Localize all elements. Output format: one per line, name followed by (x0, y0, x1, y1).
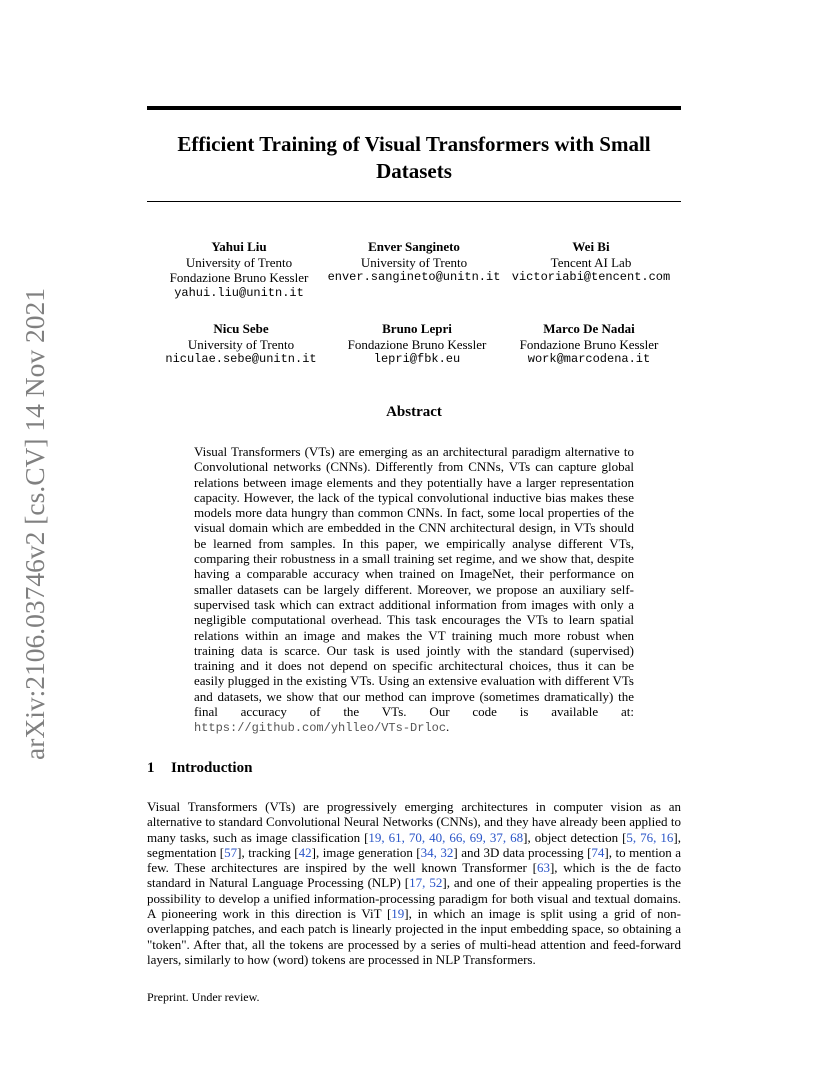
intro-paragraph (147, 799, 681, 967)
author-affiliation: University of Trento (360, 254, 468, 270)
author-name: Enver Sangineto (368, 239, 460, 254)
citation-link[interactable]: 19 (391, 906, 405, 922)
author-email: enver.sangineto@unitn.it (327, 270, 501, 284)
title-top-rule (147, 106, 681, 110)
citation-link[interactable]: 5, 76, 16 (626, 829, 674, 845)
author-block (489, 321, 689, 368)
section-heading (147, 760, 252, 777)
author-email: lepri@fbk.eu (373, 352, 461, 366)
author-name: Yahui Liu (211, 239, 267, 254)
intro-text: ], to mention a few. These architectures are inspired by the well known Transformer [ (147, 844, 681, 876)
title-bottom-rule (147, 201, 681, 202)
author-name: Wei Bi (572, 239, 610, 254)
abstract-end: . (446, 719, 450, 735)
author-name: Marco De Nadai (543, 321, 635, 336)
citation-link[interactable]: 57 (224, 844, 238, 860)
arxiv-identifier: arXiv:2106.03746v2 [cs.CV] 14 Nov 2021 (19, 287, 50, 760)
author-affiliation: Fondazione Bruno Kessler (519, 336, 659, 352)
abstract-heading: Abstract (386, 404, 442, 420)
intro-text: ], object detection [ (523, 829, 627, 845)
section-title: Introduction (171, 760, 253, 776)
citation-link[interactable]: 19, 61, 70, 40, 66, 69, 37, 68 (368, 829, 524, 845)
author-email: yahui.liu@unitn.it (174, 285, 304, 300)
footer-note: Preprint. Under review. (147, 990, 260, 1004)
author-block (496, 239, 686, 286)
author-affiliation: Tencent AI Lab (550, 254, 632, 270)
author-affiliation: Fondazione Bruno Kessler (347, 336, 487, 352)
author-block (141, 321, 341, 368)
citation-link[interactable]: 63 (536, 860, 550, 876)
author-email: work@marcodena.it (527, 352, 651, 366)
intro-text: ], image generation [ (311, 844, 421, 860)
intro-text: Visual Transformers (VTs) are progressively emerging architectures in computer vision as an alternative to standard Convolutional Neural Networks (CNNs), and they have already been applied to many tasks, such as image classification [ (147, 799, 681, 845)
citation-link[interactable]: 34, 32 (420, 844, 454, 860)
author-email: victoriabi@tencent.com (511, 270, 671, 284)
intro-text: ], segmentation [ (147, 829, 681, 860)
author-email: niculae.sebe@unitn.it (165, 352, 317, 366)
author-affiliation: University of Trento (185, 254, 293, 270)
abstract-body: Visual Transformers (VTs) are emerging as an architectural paradigm alternative to Convolutional networks (CNNs). Differently from CNNs, VTs can capture global relations between image elements and they potentially have a larger representation capacity. However, the lack of the typical convolutional inductive bias makes these models more data hungry than common CNNs. In fact, some local properties of the visual domain which are embedded in the CNN architectural design, in VTs should be learned from samples. In this paper, we empirically analyse different VTs, comparing their robustness in a small training set regime, and we show that, despite having a comparable accuracy when trained on ImageNet, their performance on smaller datasets can be largely different. Moreover, we propose an auxiliary self-supervised task which can extract additional information from images with only a negligible computational overhead. This task encourages the VTs to learn spatial relations within an image and makes the VT training much more robust when training data is scarce. Our task is used jointly with the standard (supervised) training and it does not depend on specific architectural choices, thus it can be easily plugged in the existing VTs. Using an extensive evaluation with different VTs and datasets, we show that our method can improve (sometimes dramatically) the final accuracy of the VTs. Our code is available at: (194, 444, 634, 720)
author-block (317, 321, 517, 368)
intro-text: ], in which an image is split using a grid of non-overlapping patches, and each patch is linearly projected in the input embedding space, so obtaining a "token". After that, all the tokens are processed by a series of multi-head attention and feed-forward layers, similarly to how (word) tokens are processed in NLP Transformers. (147, 906, 681, 967)
intro-text: ], and one of their appealing properties is the possibility to develop a unified information-processing paradigm for both visual and textual domains. A pioneering work in this direction is ViT [ (147, 875, 682, 922)
code-link[interactable]: https://github.com/yhlleo/VTs-Drloc (194, 721, 447, 736)
intro-text: ], tracking [ (237, 844, 299, 860)
paper-title: Efficient Training of Visual Transformers with Small Datasets (177, 132, 651, 183)
citation-link[interactable]: 42 (298, 844, 312, 860)
intro-text: ], which is the de facto standard in Natural Language Processing (NLP) [ (147, 860, 682, 891)
author-affiliation: University of Trento (187, 336, 295, 352)
author-name: Bruno Lepri (382, 321, 452, 336)
author-name: Nicu Sebe (213, 321, 269, 336)
author-affiliation: Fondazione Bruno Kessler (169, 270, 309, 285)
author-block (304, 239, 524, 286)
section-number: 1 (147, 760, 155, 776)
intro-text: ] and 3D data processing [ (453, 844, 592, 860)
abstract-text (194, 444, 634, 737)
citation-link[interactable]: 17, 52 (409, 875, 443, 891)
citation-link[interactable]: 74 (591, 844, 605, 860)
